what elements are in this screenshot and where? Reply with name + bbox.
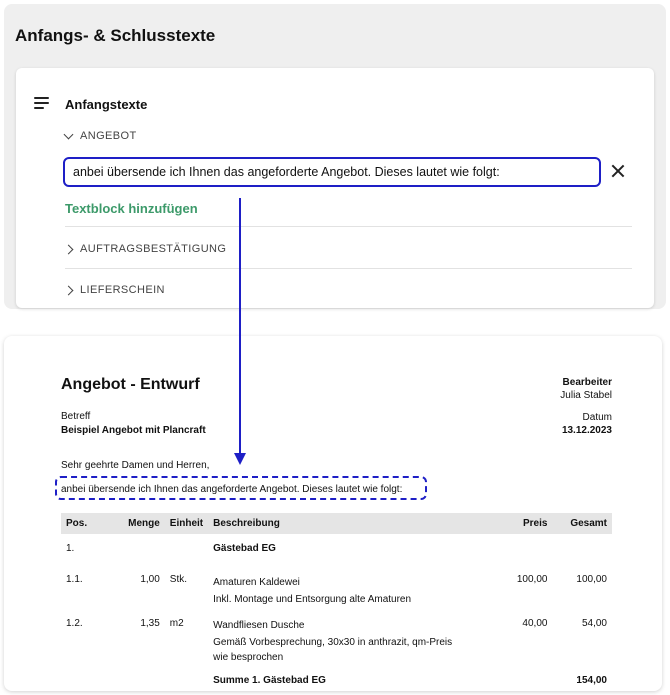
- arrow-down-icon: [234, 453, 246, 465]
- cell-preis: 100,00: [516, 574, 548, 585]
- anfangstexte-card: [16, 68, 654, 308]
- card-heading: Anfangstexte: [65, 97, 148, 112]
- cell-menge: [112, 534, 165, 564]
- cell-beschreibung: Gästebad EG: [213, 543, 276, 554]
- col-beschreibung: Beschreibung: [208, 513, 493, 534]
- bearbeiter-value: Julia Stabel: [560, 390, 612, 401]
- cell-menge: 1,00: [140, 574, 160, 585]
- item-title: Wandfliesen Dusche: [213, 620, 305, 631]
- col-preis: Preis: [493, 513, 552, 534]
- bearbeiter-label: Bearbeiter: [562, 377, 612, 388]
- page-title: Anfangs- & Schlusstexte: [15, 26, 216, 45]
- cell-gesamt: 100,00: [576, 574, 607, 585]
- chevron-right-icon: [64, 285, 74, 295]
- cell-pos: 1.: [66, 543, 75, 554]
- datum-label: Datum: [582, 412, 612, 423]
- connector-arrow-line: [239, 198, 241, 454]
- table-row: [61, 608, 612, 665]
- settings-panel: [4, 4, 666, 309]
- table-row: [61, 564, 612, 608]
- items-table: [61, 513, 612, 693]
- sum-value: 154,00: [576, 675, 607, 686]
- section-label: LIEFERSCHEIN: [80, 284, 165, 296]
- item-title: Amaturen Kaldewei: [213, 577, 300, 588]
- cell-menge: 1,35: [140, 618, 160, 629]
- cell-einheit: m2: [169, 618, 184, 629]
- section-auftragsbestaetigung[interactable]: [65, 243, 226, 255]
- cell-einheit: Stk.: [169, 574, 188, 585]
- section-lieferschein[interactable]: [65, 284, 165, 296]
- table-sum-row: [61, 665, 612, 693]
- col-gesamt: Gesamt: [552, 513, 612, 534]
- table-header: [61, 513, 612, 534]
- section-label: AUFTRAGSBESTÄTIGUNG: [80, 243, 227, 255]
- table-row: [61, 534, 612, 564]
- section-angebot[interactable]: [65, 130, 137, 142]
- add-textblock-button[interactable]: Textblock hinzufügen: [65, 201, 198, 216]
- item-details: Inkl. Montage und Entsorgung alte Amaturen: [213, 594, 412, 605]
- cell-gesamt: 54,00: [581, 618, 607, 629]
- cell-preis: [493, 534, 552, 564]
- betreff-label: Betreff: [61, 411, 91, 422]
- sum-label: Summe 1. Gästebad EG: [213, 675, 326, 686]
- chevron-right-icon: [64, 244, 74, 254]
- item-details: Gemäß Vorbesprechung, 30x30 in anthrazit, qm-Preis wie besprochen: [213, 637, 453, 663]
- document-preview: [4, 336, 662, 691]
- anfangstext-input[interactable]: [63, 157, 601, 187]
- betreff-value: Beispiel Angebot mit Plancraft: [61, 425, 206, 436]
- close-icon[interactable]: [610, 163, 626, 179]
- section-label: ANGEBOT: [80, 130, 137, 142]
- col-menge: Menge: [112, 513, 165, 534]
- document-title: Angebot - Entwurf: [61, 376, 200, 393]
- cell-einheit: [165, 534, 208, 564]
- cell-preis: 40,00: [522, 618, 548, 629]
- cell-beschreibung: [208, 564, 493, 608]
- datum-value: 13.12.2023: [561, 425, 612, 436]
- divider: [65, 226, 632, 227]
- menu-icon[interactable]: [34, 97, 49, 109]
- cell-gesamt: [552, 534, 612, 564]
- col-einheit: Einheit: [165, 513, 208, 534]
- chevron-down-icon: [64, 129, 74, 139]
- intro-text: anbei übersende ich Ihnen das angeforderte Angebot. Dieses lautet wie folgt:: [61, 484, 403, 495]
- salutation: Sehr geehrte Damen und Herren,: [61, 460, 210, 471]
- cell-beschreibung: [208, 608, 493, 665]
- divider: [65, 268, 632, 269]
- col-pos: Pos.: [61, 513, 112, 534]
- cell-pos: 1.1.: [66, 574, 83, 585]
- cell-pos: 1.2.: [66, 618, 83, 629]
